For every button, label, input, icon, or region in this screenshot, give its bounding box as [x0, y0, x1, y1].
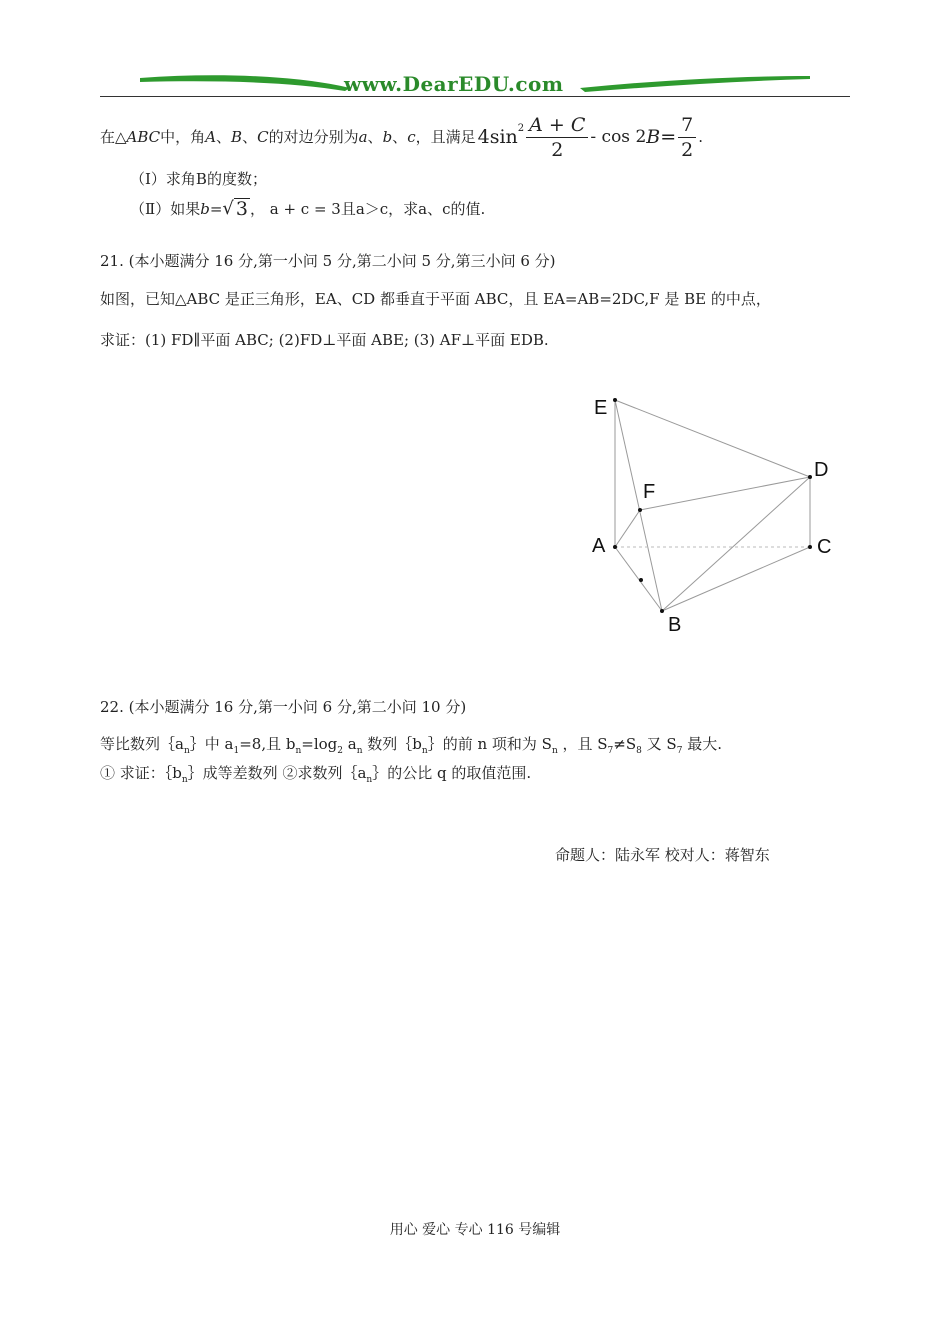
subscript: 1 [233, 746, 240, 756]
problem22-title: 22. (本小题满分 16 分,第一小问 6 分,第二小问 10 分) [100, 698, 467, 716]
author-signature: 命题人：陆永军 校对人：蒋智东 [555, 846, 770, 864]
text: =8,且 b [239, 735, 296, 753]
point-f [638, 508, 642, 512]
text: a [343, 735, 357, 753]
subscript: n [366, 775, 373, 785]
var-b-upper: B [231, 128, 243, 146]
text: 、 [392, 128, 408, 146]
text: ｝的公比 q 的取值范围. [372, 764, 532, 782]
point-d [808, 475, 812, 479]
problem21-line1: 如图，已知△ABC 是正三角形，EA、CD 都垂直于平面 ABC，且 EA=AB=2DC,F 是 BE 的中点， [100, 290, 771, 308]
text: 中，角 [160, 128, 206, 146]
formula-fraction [526, 113, 588, 162]
text: 最大. [682, 735, 722, 753]
point-a [613, 545, 617, 549]
text: 又 S [641, 735, 677, 753]
formula-coef: 4sin [477, 126, 518, 148]
subscript: n [181, 775, 188, 785]
text: 等比数列｛a [100, 735, 184, 753]
problem20-part2 [130, 198, 485, 219]
point-c [808, 545, 812, 549]
subscript: n [421, 746, 428, 756]
formula-equals: = [660, 126, 677, 148]
subscript: 7 [607, 746, 614, 756]
text: 、 [216, 128, 232, 146]
point-b [660, 609, 664, 613]
text: （Ⅱ）如果 [130, 199, 201, 218]
problem21-title: 21. (本小题满分 16 分,第一小问 5 分,第二小问 5 分,第三小问 6 分) [100, 252, 556, 270]
label-f: F [643, 481, 656, 503]
text: 、 [242, 128, 258, 146]
subscript: n [356, 746, 363, 756]
var-a: a [358, 128, 368, 146]
header-banner [100, 66, 850, 100]
edge-bd [662, 477, 810, 611]
label-a: A [592, 535, 606, 557]
subscript: 8 [636, 746, 642, 756]
problem22-line2 [100, 763, 531, 783]
edge-bc [662, 547, 810, 611]
fraction-numerator: 7 [678, 113, 696, 138]
edge-af [615, 510, 640, 547]
text: ，且满足 [415, 128, 476, 146]
fraction-numerator: A + C [526, 113, 588, 138]
var-b: b [382, 128, 393, 146]
text: =log [301, 735, 338, 753]
var-a-upper: A [205, 128, 217, 146]
text: ① 求证：｛b [100, 764, 182, 782]
text: ， a + c = 3且a＞c，求a、c的值. [249, 199, 486, 218]
text: . [698, 128, 704, 146]
subscript: n [551, 746, 558, 756]
problem22-line1 [100, 734, 722, 754]
site-logo-text: www.DearEDU.com [344, 72, 564, 96]
subscript: 7 [676, 746, 683, 756]
problem20-statement: 在△ ABC 中，角 A 、 B 、 C 的对边分别为 a 、 b 、 c ，且满足 4sin $^2$ $\frac{A + C}{2}$ - cos 2 B = $\frac{7}{2}$ . [100, 113, 704, 161]
point-extra [639, 578, 643, 582]
text: ｝成等差数列 ②求数列｛a [187, 764, 367, 782]
subscript: n [295, 746, 302, 756]
text: ｝中 a [189, 735, 234, 753]
text: ｝的前 n 项和为 S [427, 735, 552, 753]
problem20-part1: （Ⅰ）求角B的度数； [130, 170, 267, 188]
fraction-denominator: 2 [551, 138, 564, 161]
label-b: B [668, 614, 682, 636]
text: 在△ [100, 128, 127, 146]
geometry-figure [585, 385, 845, 640]
edge-ed [615, 400, 810, 477]
page-footer: 用心 爱心 专心 116 号编辑 [389, 1222, 561, 1238]
header-rule [100, 96, 850, 97]
text: 的对边分别为 [268, 128, 359, 146]
var-abc: ABC [126, 128, 161, 146]
edge-fd [640, 477, 810, 510]
formula-rhs-fraction [678, 113, 696, 162]
sqrt-radicand: 3 [235, 198, 248, 220]
label-d: D [814, 459, 829, 481]
formula-var-b: B [646, 126, 661, 148]
text: ≠S [613, 735, 637, 753]
label-c: C [817, 536, 832, 558]
var-c-upper: C [257, 128, 269, 146]
text: = [209, 199, 223, 218]
subscript: n [183, 746, 190, 756]
var-c: c [407, 128, 416, 146]
sqrt-radical: √ [222, 197, 234, 219]
subscript: 2 [337, 746, 343, 756]
text: 、 [367, 128, 383, 146]
point-e [613, 398, 617, 402]
fraction-denominator: 2 [681, 138, 694, 161]
problem21-line2: 求证：(1) FD∥平面 ABC; (2)FD⊥平面 ABE; (3) AF⊥平面 EDB. [100, 331, 549, 349]
label-e: E [594, 397, 608, 419]
formula-cos: - cos 2 [590, 127, 647, 147]
text: ，且 S [557, 735, 608, 753]
var-b: b [200, 199, 210, 218]
text: 数列｛b [362, 735, 422, 753]
